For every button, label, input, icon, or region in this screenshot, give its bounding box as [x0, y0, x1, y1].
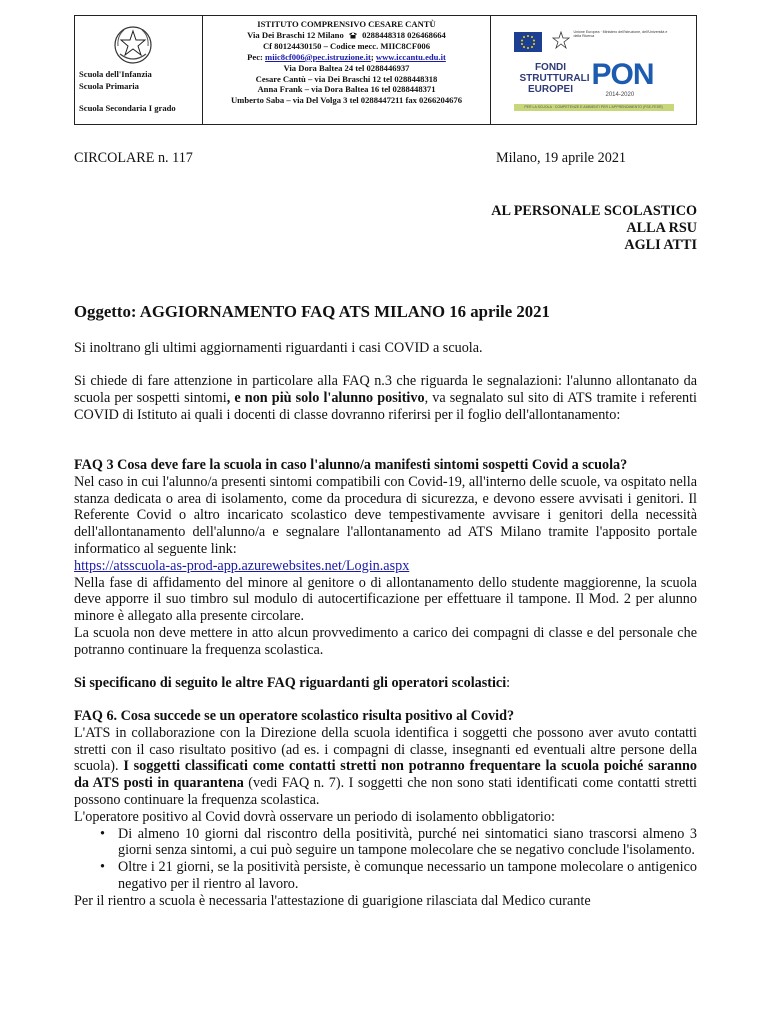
specify-bold: Si specificano di seguito le altre FAQ riguardanti gli operatori scolastici — [74, 675, 507, 691]
school-type: Scuola Primaria — [79, 81, 139, 91]
faq6-section — [74, 708, 697, 910]
faq6-paragraph — [74, 725, 697, 809]
institute-name: ISTITUTO COMPRENSIVO CESARE CANTÙ — [257, 19, 436, 29]
attention-bold: , e non più solo l'alunno positivo — [226, 389, 425, 406]
specify-tail: : — [506, 675, 511, 691]
recipient: AL PERSONALE SCOLASTICO — [491, 203, 697, 219]
specify-line — [74, 675, 697, 692]
eu-flag-icon — [514, 32, 542, 52]
branch-line: Anna Frank – via Dora Baltea 16 tel 0288448371 — [257, 84, 436, 95]
bullet: • — [100, 859, 105, 876]
cf-line: Cf 80124430150 – Codice mecc. MIIC8CF006 — [262, 40, 431, 51]
address-line — [203, 30, 490, 41]
circolare-number: CIRCOLARE n. 117 — [74, 150, 193, 166]
separator: ; — [370, 51, 376, 62]
faq6-paragraph: Per il rientro a scuola è necessaria l'attestazione di guarigione rilasciata dal Medico curante — [74, 892, 591, 909]
letterhead-left-cell — [75, 16, 203, 124]
subject-heading: Oggetto: AGGIORNAMENTO FAQ ATS MILANO 16 aprile 2021 — [74, 302, 550, 321]
branch-line: Umberto Saba – via Del Volga 3 tel 0288447211 fax 0266204676 — [230, 95, 463, 106]
faq3-paragraph: Nella fase di affidamento del minore al genitore o di allontanamento dello studente maggiorenne, la scuola deve apporre il suo timbro sul modulo di autocertificazione per effettuare il tampone. Il Mod. 2 per alunno minore è allegato alla presente circolare. — [74, 574, 697, 625]
faq3-paragraph: Nel caso in cui l'alunno/a presenti sintomi compatibili con Covid-19, all'interno delle scuole, va ospitato nella stanza dedicata o area di isolamento, come da procedura di sicurezza, e devono essere avvisati i genitori. Il Referente Covid o altro incaricato scolastico deve tempestivamente avvisare i genitori della necessità dell'allontanamento dell'alunno/a e segnalare l'allontanamento ad ATS Milano tramite l'apposito portale informatico al seguente link: — [74, 473, 697, 557]
faq3-section — [74, 457, 697, 659]
phone-icon — [348, 31, 358, 39]
list-item — [74, 859, 697, 893]
list-item-text: Di almeno 10 giorni dal riscontro della positività, purché nei sintomatici siano trascorsi almeno 3 giorni senza sintomi, a cui può seguire un tampone molecolare che se negativo conclude l'isolamento. — [118, 825, 697, 859]
logo-green-bar: PER LA SCUOLA · COMPETENZE E AMBIENTI PER L'APPRENDIMENTO (FSE-FESR) — [514, 104, 674, 111]
document-date: Milano, 19 aprile 2021 — [496, 150, 627, 166]
list-item — [74, 826, 697, 860]
website-link[interactable]: www.iccantu.edu.it — [375, 51, 446, 62]
list-item-text: Oltre i 21 giorni, se la positività persiste, è comunque necessario un tampone molecolare o antigenico negativo per il rientro al lavoro. — [118, 859, 697, 892]
fondi-strutturali-text: FONDI STRUTTURALI EUROPEI — [519, 62, 590, 95]
recipient: ALLA RSU — [626, 219, 697, 236]
branch-line: Via Dora Baltea 24 tel 0288446937 — [283, 62, 410, 73]
phones: 0288448318 026468664 — [362, 29, 446, 40]
logo-small-text: Unione Europea · Ministero dell'Istruzione, dell'Università e della Ricerca — [573, 30, 668, 39]
school-type: Scuola dell'Infanzia — [79, 69, 152, 79]
isolation-list — [74, 826, 697, 893]
attention-text-end: , va segnalato sul sito di ATS tramite i referenti COVID di Istituto ai quali i docenti di classe dovranno riferirsi per il foglio dell'allontanamento: — [74, 389, 697, 423]
faq6-title: FAQ 6. Cosa succede se un operatore scolastico risulta positivo al Covid? — [74, 708, 515, 724]
attention-text: Si chiede di fare attenzione in particolare alla FAQ n.3 che riguarda le segnalazioni: l'alunno allontanato da scuola per sospetti sintomi — [74, 373, 697, 406]
recipient: AGLI ATTI — [624, 236, 697, 253]
pon-years: 2014-2020 — [605, 92, 635, 98]
letterhead-logo-cell — [491, 16, 696, 124]
address: Via Dei Braschi 12 Milano — [247, 29, 344, 40]
letterhead — [74, 15, 697, 125]
school-type: Scuola Secondaria I grado — [79, 103, 176, 113]
faq6-text-end: (vedi FAQ n. 7). I soggetti che non sono stati identificati come contatti stretti possono continuare la frequenza scolastica. — [74, 775, 697, 808]
faq6-text: L'ATS in collaborazione con la Direzione della scuola identifica i soggetti che possono aver avuto contatti stretti con il caso risultato positivo (ad es. i compagni di classe, insegnanti ed eventuali altre persone della scuola). — [74, 724, 697, 775]
pec-email-link[interactable]: miic8cf006@pec.istruzione.it — [265, 51, 371, 62]
faq6-paragraph: L'operatore positivo al Covid dovrà osservare un periodo di isolamento obbligatorio: — [74, 808, 555, 825]
faq3-title: FAQ 3 Cosa deve fare la scuola in caso l'alunno/a manifesti sintomi sospetti Covid a scuola? — [74, 457, 628, 473]
ats-portal-link[interactable]: https://atsscuola-as-prod-app.azurewebsites.net/Login.aspx — [74, 557, 410, 574]
italian-republic-emblem-icon — [112, 24, 154, 66]
intro-paragraph: Si inoltrano gli ultimi aggiornamenti riguardanti i casi COVID a scuola. — [74, 340, 483, 356]
pon-wordmark: PON — [591, 58, 654, 91]
school-types — [79, 68, 189, 114]
republic-emblem-icon — [552, 30, 570, 52]
pec-label: Pec: — [247, 51, 266, 62]
branch-line: Cesare Cantù – via Dei Braschi 12 tel 0288448318 — [255, 73, 438, 84]
pon-logo — [510, 26, 678, 114]
attention-paragraph — [74, 373, 697, 423]
pec-line — [203, 52, 490, 63]
faq3-paragraph: La scuola non deve mettere in atto alcun provvedimento a carico dei compagni di classe e del personale che potranno continuare la frequenza scolastica. — [74, 624, 697, 658]
bullet: • — [100, 825, 105, 842]
recipients — [491, 203, 697, 253]
letterhead-contacts — [203, 16, 491, 124]
faq6-bold: I soggetti classificati come contatti stretti non potranno frequentare la scuola poiché saranno da ATS posti in quarantena — [74, 758, 697, 792]
